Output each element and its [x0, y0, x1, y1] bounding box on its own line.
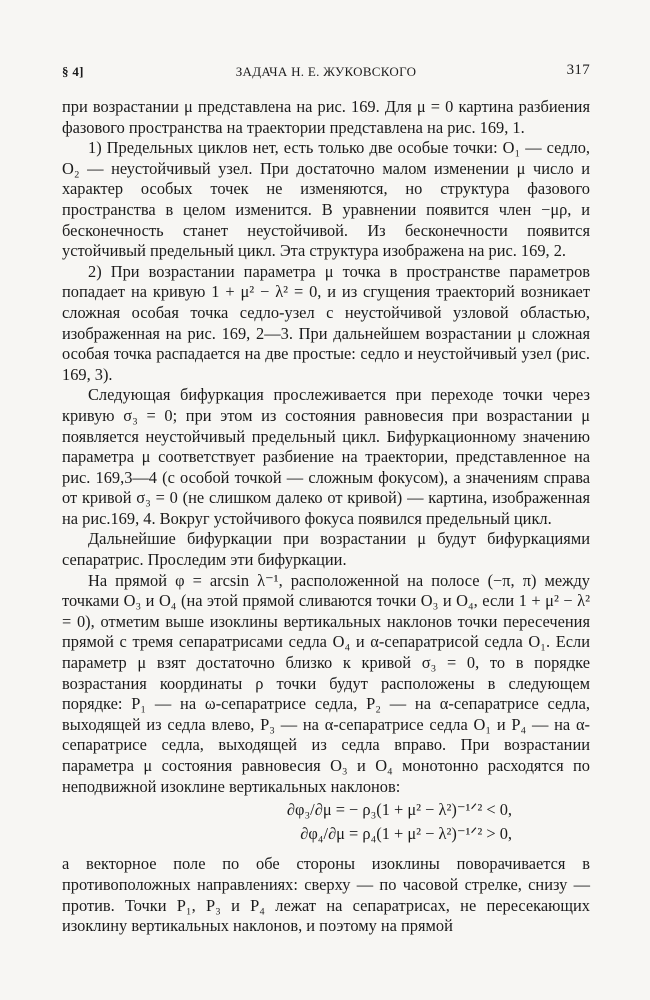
page-number: 317 [566, 62, 590, 78]
paragraph: а векторное поле по обе стороны изоклины поворачивается в противоположных направлениях: сверху — по часовой стрелке, снизу — против. Точки P₁, P₃ и P₄ лежат на сепаратрисах, не пересекающих изоклину вертикальных наклонов, и поэтому на прямой [62, 854, 590, 936]
running-header [62, 60, 590, 82]
paragraph: Следующая бифуркация прослеживается при переходе точки через кривую σ₃ = 0; при этом из состояния равновесия при возрастании μ появляется неустойчивый предельный цикл. Бифуркационному значению параметра μ соответствует разбиение на траектории, представленное на рис. 169,3—4 (с особой точкой — сложным фокусом), а значениям справа от кривой σ₃ = 0 (не слишком далеко от кривой) — картина, изображенная на рис.169, 4. Вокруг устойчивого фокуса появился предельный цикл. [62, 385, 590, 528]
paragraph: Дальнейшие бифуркации при возрастании μ будут бифуркациями сепаратрис. Проследим эти бифуркации. [62, 529, 590, 570]
equation: ∂φ₄/∂μ = ρ₄(1 + μ² − λ²)⁻¹ᐟ² > 0, [300, 823, 512, 843]
paragraph: при возрастании μ представлена на рис. 169. Для μ = 0 картина разбиения фазового пространства на траектории представлена на рис. 169, 1. [62, 97, 590, 137]
paragraph: На прямой φ = arcsin λ⁻¹, расположенной на полосе (−π, π) между точками O₃ и O₄ (на этой прямой сливаются точки O₃ и O₄, если 1 + μ² − λ² = 0), отметим выше изоклины вертикальных наклонов точки пересечения прямой с тремя сепаратрисами седла O₄ и α-сепаратрисой седла O₁. Если параметр μ взят достаточно близко к кривой σ₃ = 0, то в порядке возрастания координаты ρ точки будут расположены в следующем порядке: P₁ — на ω-сепаратрисе седла, P₂ — на α-сепаратрисе седла, выходящей из седла влево, P₃ — на α-сепаратрисе седла O₁ и P₄ — на α-сепаратрисе седла, выходящей из седла вправо. При возрастании параметра μ состояния равновесия O₃ и O₄ монотонно расходятся по неподвижной изоклине вертикальных наклонов: [62, 570, 590, 796]
running-title: ЗАДАЧА Н. Е. ЖУКОВСКОГО [235, 64, 417, 79]
paragraph: 1) Предельных циклов нет, есть только две особые точки: O₁ — седло, O₂ — неустойчивый узел. При достаточно малом изменении μ число и характер особых точек не изменяются, но структура фазового пространства в целом изменится. В уравнении появится член −μρ, и бесконечность станет неустойчивой. Из бесконечности появится устойчивый предельный цикл. Эта структура изображена на рис. 169, 2. [62, 138, 590, 261]
section-marker: § 4] [62, 64, 84, 79]
page-body [62, 97, 590, 937]
paragraph: 2) При возрастании параметра μ точка в пространстве параметров попадает на кривую 1 + μ² − λ² = 0, и из сгущения траекторий возникает сложная особая точка седло-узел с неустойчивой узловой областью, изображенная на рис. 169, 2—3. При дальнейшем возрастании μ сложная особая точка распадается на две простые: седло и неустойчивый узел (рис. 169, 3). [62, 261, 590, 384]
equation: ∂φ₃/∂μ = − ρ₃(1 + μ² − λ²)⁻¹ᐟ² < 0, [286, 800, 512, 820]
